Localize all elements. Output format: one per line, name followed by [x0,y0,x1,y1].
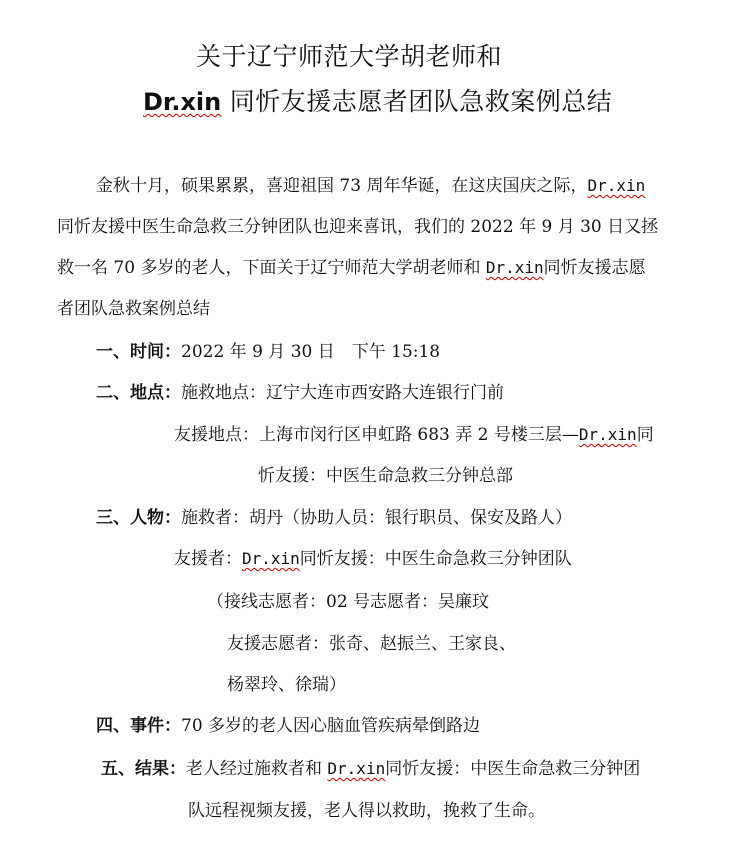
intro-text: 救一名 70 多岁的老人，下面关于辽宁师范大学胡老师和 [57,258,486,278]
intro-line-1 [96,174,645,198]
intro-drxin: Dr.xin [485,258,544,277]
rescue-place: 施救地点：辽宁大连市西安路大连银行门前 [181,383,504,403]
helper-line [174,547,572,571]
title-line2-text: 同忻友援志愿者团队急救案例总结 [221,87,613,116]
intro-drxin: Dr.xin [587,176,646,195]
remote-volunteers-1: 友援志愿者：张奇、赵振兰、王家良、 [227,634,516,654]
intro-text: 同忻友援志愿 [543,258,646,278]
section-label: 一、时间： [96,342,181,362]
section-label: 五、结果： [101,759,186,779]
remote-place-text: 同 [636,425,654,445]
result-drxin: Dr.xin [327,759,386,778]
result-text: 同忻友援：中医生命急救三分钟团 [385,759,641,779]
intro-line-4: 者团队急救案例总结 [57,299,210,319]
section-people [96,506,572,530]
remote-volunteers-2: 杨翠玲、徐瑞） [227,675,346,695]
remote-place-line-1 [174,423,654,447]
helper-drxin: Dr.xin [242,549,300,568]
section-time [96,340,440,364]
remote-place-text: 友援地点：上海市闵行区申虹路 683 弄 2 号楼三层— [174,425,579,445]
intro-text: 金秋十月，硕果累累，喜迎祖国 73 周年华诞，在这庆国庆之际， [96,176,588,196]
title-drxin: Dr.xin [143,88,222,116]
hotline-volunteer: （接线志愿者：02 号志愿者：吴廉玟 [207,592,490,612]
result-line-2: 队远程视频友援，老人得以救助，挽救了生命。 [188,801,545,821]
event-value: 70 多岁的老人因心脑血管疾病晕倒路边 [181,716,481,736]
section-label: 三、人物： [96,508,181,528]
time-value: 2022 年 9 月 30 日 下午 15:18 [181,342,441,362]
intro-line-3 [57,256,646,280]
intro-line-2: 同忻友援中医生命急救三分钟团队也迎来喜讯，我们的 2022 年 9 月 30 日又拯 [57,217,659,237]
place-drxin: Dr.xin [578,425,637,444]
remote-place-line-2: 忻友援：中医生命急救三分钟总部 [258,466,513,486]
rescuer: 施救者：胡丹（协助人员：银行职员、保安及路人） [181,508,572,528]
section-label: 二、地点： [96,383,181,403]
doc-title-line1: 关于辽宁师范大学胡老师和 [196,42,503,71]
doc-title-line2 [143,85,612,119]
result-text: 老人经过施救者和 [186,759,328,779]
helper-text: 同忻友援：中医生命急救三分钟团队 [299,549,572,569]
section-place [96,381,504,405]
section-label: 四、事件： [96,716,181,736]
helper-text: 友援者： [174,549,242,569]
section-event [96,714,480,738]
section-result [101,757,640,781]
